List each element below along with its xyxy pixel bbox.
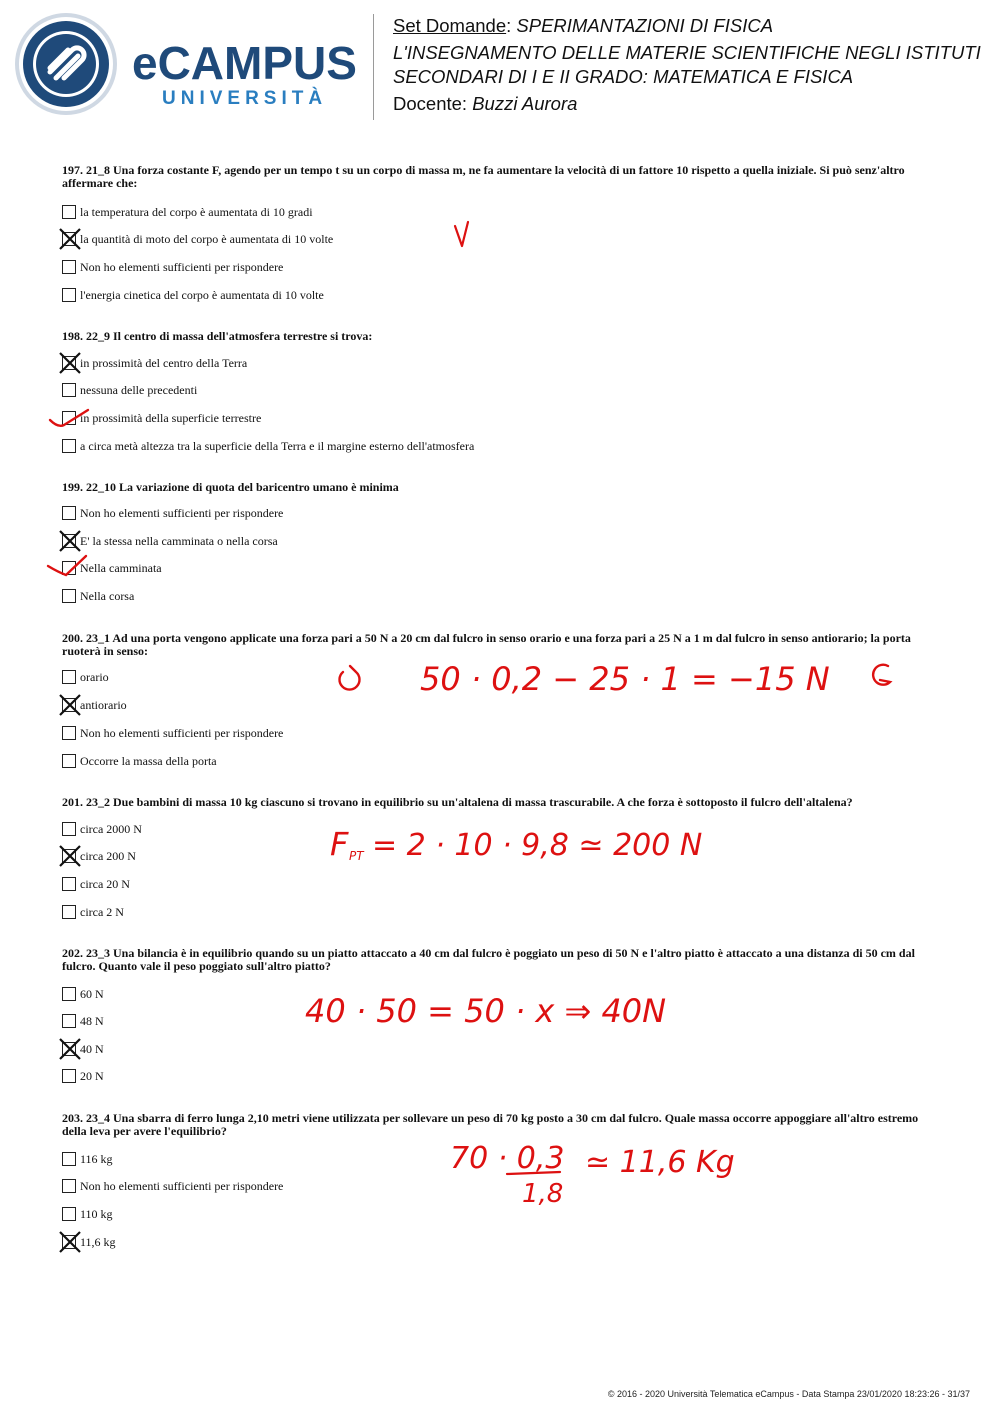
option-label: in prossimità della superficie terrestre: [80, 411, 262, 425]
option-label: circa 2000 N: [80, 822, 142, 836]
cross-mark-icon: [58, 1037, 82, 1061]
page-header: [0, 0, 1000, 130]
rotation-counterclockwise-icon: [873, 665, 890, 685]
checkbox[interactable]: [62, 1152, 76, 1166]
cross-mark-icon: [58, 529, 82, 553]
page-footer: © 2016 - 2020 Università Telematica eCampus - Data Stampa 23/01/2020 18:23:26 - 31/37: [607, 1389, 970, 1399]
checkbox[interactable]: [62, 1207, 76, 1221]
docente-label: Docente:: [393, 93, 473, 114]
option-label: la temperatura del corpo è aumentata di 10 gradi: [80, 205, 313, 219]
question-198: [62, 329, 942, 453]
option-label: Nella camminata: [80, 561, 162, 575]
question-text: 201. 23_2 Due bambini di massa 10 kg ciascuno si trovano in equilibrio su un'altalena di massa trascurabile. A che forza è sottoposto il fulcro dell'altalena?: [62, 795, 853, 809]
ecampus-logo-icon: [14, 12, 118, 116]
checkbox[interactable]: [62, 411, 76, 425]
ecampus-logo: [132, 37, 362, 115]
option-label: Non ho elementi sufficienti per rispondere: [80, 726, 284, 740]
option-label: orario: [80, 670, 109, 684]
question-text: 198. 22_9 Il centro di massa dell'atmosfera terrestre si trova:: [62, 329, 373, 343]
cross-mark-icon: [58, 351, 82, 375]
option-label: la quantità di moto del corpo è aumentata di 10 volte: [80, 232, 334, 246]
checkbox[interactable]: [62, 260, 76, 274]
course-title-line2: SECONDARI DI I E II GRADO: MATEMATICA E FISICA: [393, 66, 854, 87]
checkbox[interactable]: [62, 383, 76, 397]
checkbox[interactable]: [62, 877, 76, 891]
checkbox[interactable]: [62, 754, 76, 768]
question-text: 203. 23_4 Una sbarra di ferro lunga 2,10 metri viene utilizzata per sollevare un peso di 70 kg posto a 30 cm dal fulcro. Quale massa occorre appoggiare all'altro estremo della leva per avere l'equilibrio?: [62, 1111, 919, 1138]
checkbox[interactable]: [62, 439, 76, 453]
option-label: Non ho elementi sufficienti per rispondere: [80, 506, 284, 520]
cross-mark-icon: [58, 844, 82, 868]
annotation-q201-symbol: F: [330, 825, 349, 863]
option-label: nessuna delle precedenti: [80, 383, 198, 397]
option-label: circa 20 N: [80, 877, 130, 891]
option-label: E' la stessa nella camminata o nella corsa: [80, 534, 278, 548]
checkbox[interactable]: [62, 561, 76, 575]
question-197: [62, 163, 942, 302]
option-label: 11,6 kg: [80, 1235, 116, 1249]
option-label: 116 kg: [80, 1152, 113, 1166]
cross-mark-icon: [58, 693, 82, 717]
question-199: [62, 480, 942, 603]
option-label: Non ho elementi sufficienti per rispondere: [80, 260, 284, 274]
set-domande-row: [393, 14, 1000, 38]
docente-value: Buzzi Aurora: [472, 93, 578, 114]
header-divider: [373, 14, 374, 120]
checkbox[interactable]: [62, 1069, 76, 1083]
checkbox[interactable]: [62, 1014, 76, 1028]
option-label: in prossimità del centro della Terra: [80, 356, 248, 370]
option-label: circa 2 N: [80, 905, 124, 919]
option-label: 110 kg: [80, 1207, 113, 1221]
option-label: Nella corsa: [80, 589, 135, 603]
option-label: Occorre la massa della porta: [80, 754, 217, 768]
fraction-line: [507, 1172, 560, 1174]
docente-row: [393, 92, 1000, 116]
option-label: antiorario: [80, 698, 127, 712]
checkbox[interactable]: [62, 205, 76, 219]
checkbox[interactable]: [62, 506, 76, 520]
option-label: 40 N: [80, 1042, 104, 1056]
cross-mark-icon: [58, 1230, 82, 1254]
option-label: a circa metà altezza tra la superficie della Terra e il margine esterno dell'atmosfera: [80, 439, 475, 453]
checkbox[interactable]: [62, 670, 76, 684]
option-label: circa 200 N: [80, 849, 136, 863]
brand-name: eCAMPUS: [132, 37, 357, 89]
question-text: 197. 21_8 Una forza costante F, agendo per un tempo t su un corpo di massa m, ne fa aumentare la velocità di un fattore 10 rispetto a quella iniziale. Si può senz'altro affermare che:: [62, 163, 905, 190]
annotation-q200: 50 · 0,2 − 25 · 1 = −15 N: [420, 660, 830, 698]
option-label: 48 N: [80, 1014, 104, 1028]
checkbox[interactable]: [62, 589, 76, 603]
checkmark-icon: [455, 222, 468, 246]
course-title-line1: L'INSEGNAMENTO DELLE MATERIE SCIENTIFICHE NEGLI ISTITUTI: [393, 42, 981, 63]
checkbox[interactable]: [62, 288, 76, 302]
checkbox[interactable]: [62, 822, 76, 836]
checkbox[interactable]: [62, 987, 76, 1001]
cross-mark-icon: [58, 227, 82, 251]
checkbox[interactable]: [62, 726, 76, 740]
set-domande-separator: :: [506, 15, 517, 36]
option-label: l'energia cinetica del corpo è aumentata di 10 volte: [80, 288, 324, 302]
annotation-q201-subscript: PT: [349, 849, 364, 863]
annotation-q203-denominator: 1,8: [522, 1179, 564, 1209]
question-text: 199. 22_10 La variazione di quota del baricentro umano è minima: [62, 480, 399, 494]
annotation-q203-numerator: 70 · 0,3: [450, 1141, 565, 1176]
set-domande-label: Set Domande: [393, 15, 507, 36]
question-text: 200. 23_1 Ad una porta vengono applicate una forza pari a 50 N a 20 cm dal fulcro in senso orario e una forza pari a 25 N a 1 m dal fulcro in senso antiorario; la porta ruoterà in senso:: [62, 631, 911, 658]
annotation-q203-result: ≃ 11,6 Kg: [585, 1145, 735, 1180]
question-text: 202. 23_3 Una bilancia è in equilibrio quando su un piatto attaccato a 40 cm dal fulcro è poggiato un peso di 50 N e l'altro piatto è attaccato a una distanza di 50 cm dal fulcro. Quanto vale il peso poggiato sull'altro piatto?: [62, 946, 915, 973]
option-label: Non ho elementi sufficienti per rispondere: [80, 1179, 284, 1193]
rotation-clockwise-icon: [340, 666, 360, 690]
option-label: 20 N: [80, 1069, 104, 1083]
annotation-q202: 40 · 50 = 50 · x ⇒ 40N: [305, 992, 667, 1030]
brand-subtitle: UNIVERSITÀ: [162, 88, 328, 109]
annotation-q201: = 2 · 10 · 9,8 ≃ 200 N: [372, 828, 703, 863]
option-label: 60 N: [80, 987, 104, 1001]
header-info: [393, 14, 1000, 116]
checkbox[interactable]: [62, 905, 76, 919]
checkbox[interactable]: [62, 1179, 76, 1193]
set-domande-value: SPERIMANTAZIONI DI FISICA: [516, 15, 774, 36]
